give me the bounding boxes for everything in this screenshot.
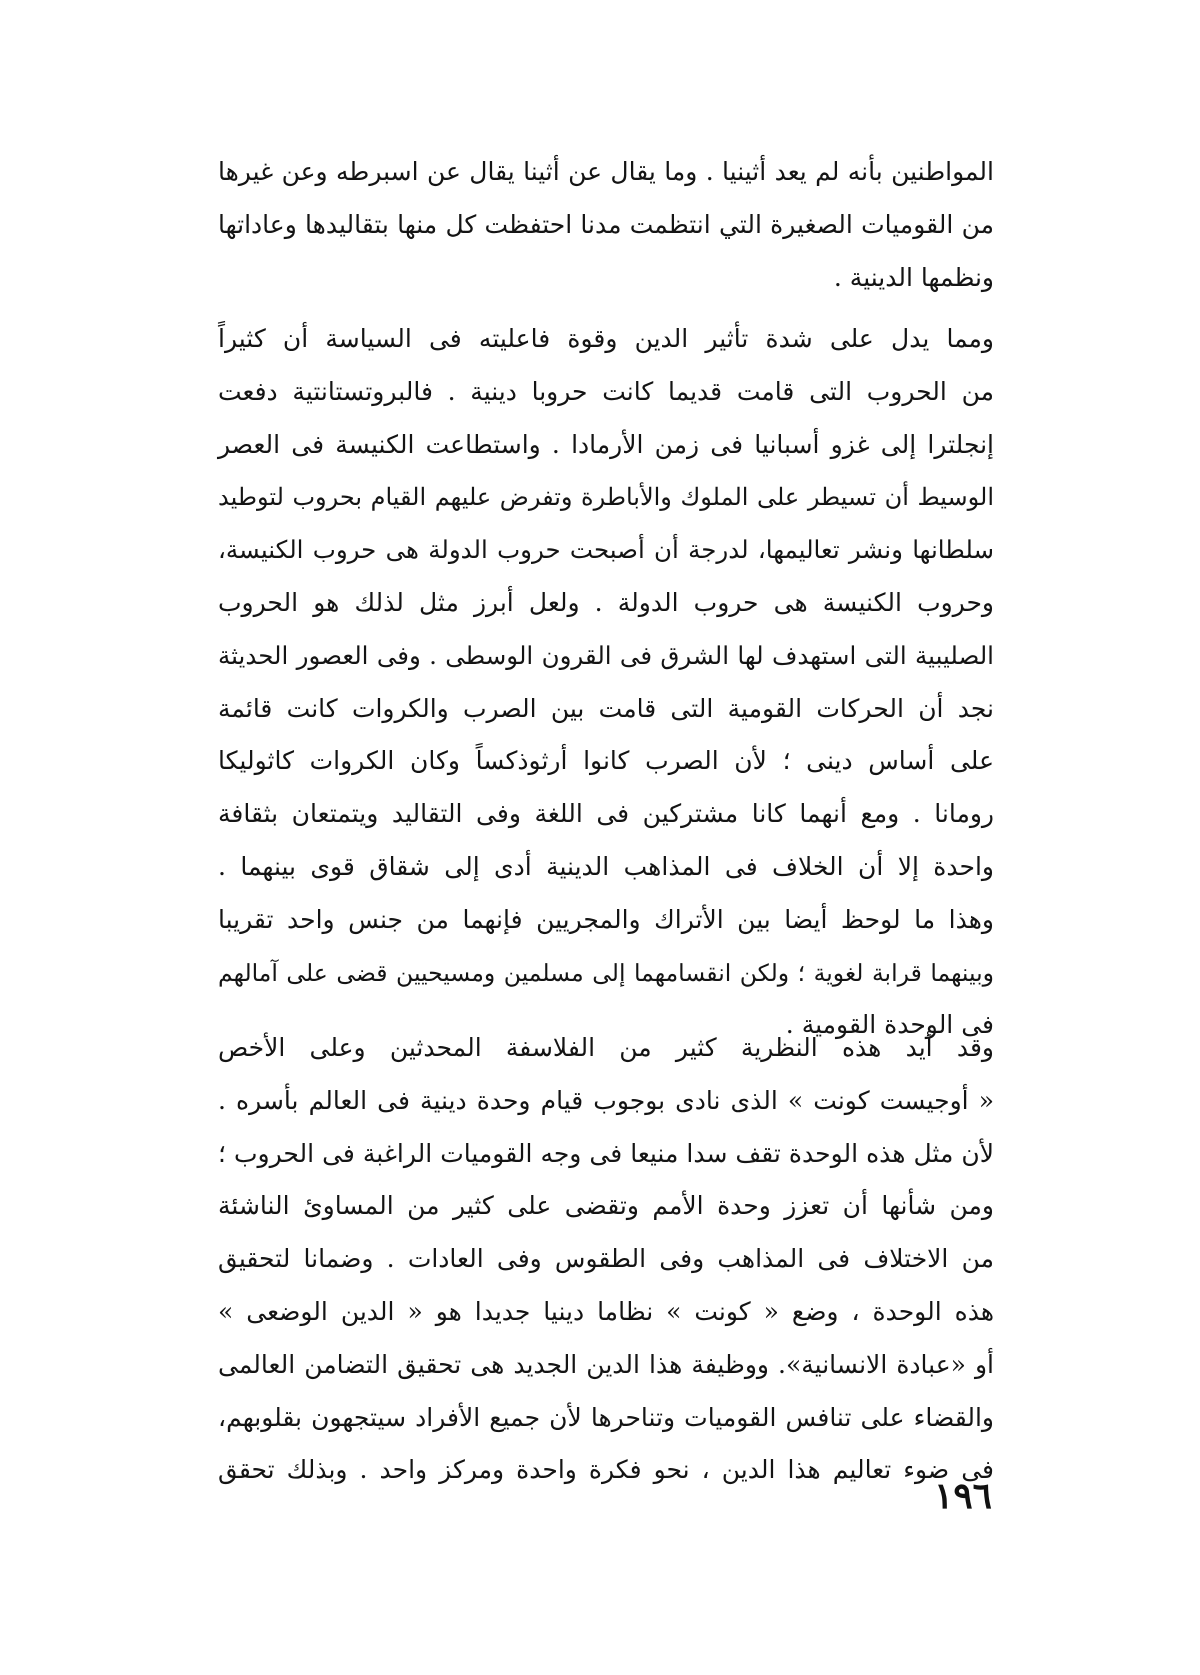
text-line: ومن شأنها أن تعزز وحدة الأمم وتقضى على كثير من المساوئ الناشئة: [218, 1191, 994, 1221]
text-line: وهذا ما لوحظ أيضا بين الأتراك والمجريين فإنهما من جنس واحد تقريبا: [218, 904, 994, 934]
text-line: وحروب الكنيسة هى حروب الدولة . ولعل أبرز مثل لذلك هو الحروب: [218, 587, 994, 617]
text-line: ومما يدل على شدة تأثير الدين وقوة فاعليته فى السياسة أن كثيراً: [218, 324, 994, 353]
text-line: المواطنين بأنه لم يعد أثينيا . وما يقال عن أثينا يقال عن اسبرطه وعن غيرها: [218, 157, 994, 186]
text-line: إنجلترا إلى غزو أسبانيا فى زمن الأرمادا . واستطاعت الكنيسة فى العصر: [218, 429, 994, 459]
text-line: أو «عبادة الانسانية». ووظيفة هذا الدين الجديد هى تحقيق التضامن العالمى: [218, 1349, 994, 1379]
text-line: من الحروب التى قامت قديما كانت حروبا دينية . فالبروتستانتية دفعت: [218, 376, 994, 406]
paragraph-3: [218, 1022, 994, 1497]
text-line: والقضاء على تنافس القوميات وتناحرها لأن جميع الأفراد سيتجهون بقلوبهم،: [218, 1402, 994, 1432]
text-line: فى ضوء تعاليم هذا الدين ، نحو فكرة واحدة ومركز واحد . وبذلك تحقق: [218, 1455, 994, 1485]
text-line: وقد أيد هذه النظرية كثير من الفلاسفة المحدثين وعلى الأخص: [218, 1033, 994, 1062]
text-line: سلطانها ونشر تعاليمها، لدرجة أن أصبحت حروب الدولة هى حروب الكنيسة،: [218, 535, 994, 565]
text-line: رومانا . ومع أنهما كانا مشتركين فى اللغة وفى التقاليد ويتمتعان بثقافة: [218, 799, 994, 829]
text-line: من القوميات الصغيرة التي انتظمت مدنا احتفظت كل منها بتقاليدها وعاداتها: [218, 209, 994, 239]
text-line: من الاختلاف فى المذاهب وفى الطقوس وفى العادات . وضمانا لتحقيق: [218, 1244, 994, 1274]
text-line: الصليبية التى استهدف لها الشرق فى القرون الوسطى . وفى العصور الحديثة: [218, 640, 994, 670]
text-line: ونظمها الدينية .: [833, 262, 994, 292]
text-line: وبينهما قرابة لغوية ؛ ولكن انقسامهما إلى مسلمين ومسيحيين قضى على آمالهم: [218, 958, 994, 987]
text-line: « أوجيست كونت » الذى نادى بوجوب قيام وحدة دينية فى العالم بأسره .: [218, 1085, 994, 1115]
text-line: فى الوحدة القومية .: [785, 1010, 994, 1040]
text-line: نجد أن الحركات القومية التى قامت بين الصرب والكروات كانت قائمة: [218, 693, 994, 723]
paragraph-1: [218, 146, 994, 304]
paragraph-2: [218, 313, 994, 1052]
text-line: لأن مثل هذه الوحدة تقف سدا منيعا فى وجه القوميات الراغبة فى الحروب ؛: [218, 1138, 994, 1168]
text-line: الوسيط أن تسيطر على الملوك والأباطرة وتفرض عليهم القيام بحروب لتوطيد: [218, 483, 994, 512]
text-line: هذه الوحدة ، وضع « كونت » نظاما دينيا جديدا هو « الدين الوضعى »: [218, 1296, 994, 1326]
text-line: على أساس دينى ؛ لأن الصرب كانوا أرثوذكساً وكان الكروات كاثوليكا: [218, 746, 994, 776]
text-line: واحدة إلا أن الخلاف فى المذاهب الدينية أدى إلى شقاق قوى بينهما .: [218, 851, 994, 881]
page-number: ١٩٦: [933, 1475, 992, 1517]
